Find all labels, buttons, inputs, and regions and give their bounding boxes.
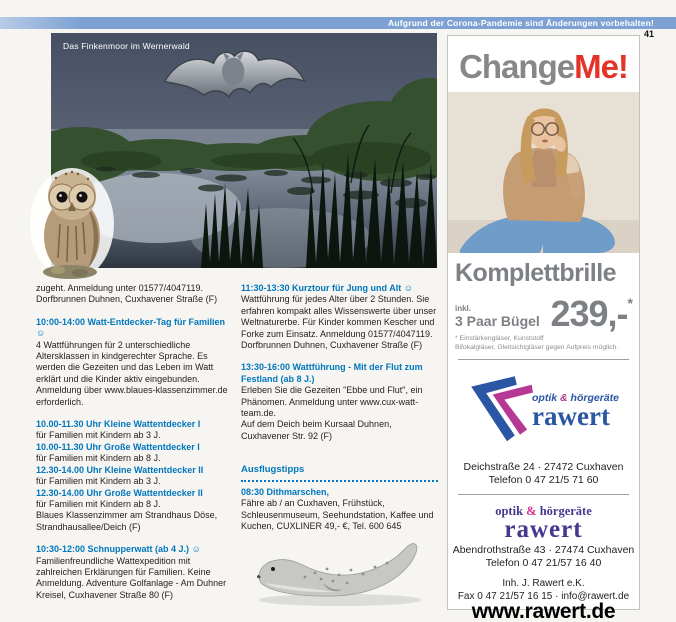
schedule-detail: für Familien mit Kindern ab 3 J. — [36, 430, 161, 441]
store2-address: Abendrothstraße 43 · 27474 Cuxhaven Telefon 0 47 21/57 16 40 — [452, 544, 635, 569]
tip-body: Fähre ab / an Cuxhaven, Frühstück, Schleusenmuseum, Seehundstation, Kaffee und Kuchen, CUXLINER 49,- €, Tel. 600 645 — [241, 498, 434, 531]
offer-price: 239,-* — [550, 293, 632, 334]
store2-name: rawert — [504, 516, 583, 543]
middle-text-column — [241, 283, 438, 532]
smiley-icon: ☺ — [191, 544, 201, 555]
ad-divider — [458, 494, 629, 495]
ad-divider — [458, 359, 629, 360]
offer-block — [448, 260, 639, 352]
store2-tagline: optik & hörgeräte — [495, 504, 592, 518]
smiley-icon: ☺ — [36, 328, 46, 339]
offer-title: Komplettbrille — [455, 259, 617, 287]
schedule-detail: für Familien mit Kindern ab 3 J. — [36, 476, 161, 487]
intro-line: zugeht. Anmeldung unter 01577/4047119. — [36, 283, 203, 293]
corona-notice-text: Aufgrund der Corona-Pandemie sind Änderungen vorbehalten! — [388, 18, 654, 28]
schedule-title: 10.00-11.30 Uhr Kleine Wattentdecker I — [36, 419, 201, 430]
offer-note: * Einstärkengläser, Kunststoff Bifokalgläser, Gleitsichtgläser gegen Aufpreis möglich. — [455, 335, 619, 351]
store1-tagline: optik & hörgeräte — [532, 392, 619, 404]
schedule-location: Blaues Klassenzimmer am Strandhaus Döse, Strandhausallee/Deich (F) — [36, 510, 218, 532]
smiley-icon: ☺ — [403, 283, 413, 293]
schedule-detail: für Familien mit Kindern ab 8 J. — [36, 453, 161, 464]
owl-image — [28, 162, 120, 280]
ampersand: & — [560, 392, 568, 404]
rawert-logo — [448, 366, 639, 458]
tips-header: Ausflugstipps — [241, 464, 305, 476]
event-body: Wattführung für jedes Alter über 2 Stunden. Sie erfahren kompakt alles Wissenswerte über unser Weltnaturerbe. Für Kinder kommen Kescher und Forke zum Einsatz. Anmeldung 01577/4047119. Dorfbrunnen Duhnen, Cuxhavener Straße (F) — [241, 294, 437, 351]
event-heading: 11:30-13:30 Kurztour für Jung und Alt ☺ — [241, 283, 413, 293]
ad-footer — [448, 578, 639, 622]
ad-headline-change: Change — [459, 48, 575, 85]
store1-address: Deichstraße 24 · 27472 Cuxhaven Telefon 0 47 21/5 71 60 — [463, 461, 624, 486]
event-heading: 13:30-16:00 Wattführung - Mit der Flut zum Festland (ab 8 J.) — [241, 362, 423, 384]
offer-subtitle: 3 Paar Bügel — [455, 313, 540, 329]
photo-caption: Das Finkenmoor im Wernerwald — [63, 41, 190, 51]
event-body: Erleben Sie die Gezeiten "Ebbe und Flut", ein Phänomen. Anmeldung unter www.cux-watt-team.de. — [241, 385, 423, 419]
event-heading: 10:30-12:00 Schnupperwatt (ab 4 J.) ☺ — [36, 544, 201, 555]
dotted-divider — [241, 478, 438, 482]
advertisement — [447, 35, 640, 622]
offer-incl: inkl. — [455, 304, 472, 313]
rawert-logo-2 — [448, 504, 639, 541]
schedule-title: 12.30-14.00 Uhr Kleine Wattentdecker II — [36, 464, 204, 475]
store1-name: rawert — [532, 401, 610, 431]
price-asterisk: * — [627, 295, 632, 311]
page-number: 41 — [644, 29, 655, 39]
event-location: Auf dem Deich beim Kursaal Duhnen, Cuxhavener Str. 92 (F) — [241, 419, 392, 441]
fax-line: Fax 0 47 21/57 16 15 · info@rawert.de — [457, 590, 630, 602]
ampersand: & — [526, 504, 537, 518]
event-body: 4 Wattführungen für 2 unterschiedliche Altersklassen in kindgerechter Sprache. Es werden die Gezeiten und das Leben im Watt erklärt und die Kinder aktiv eingebunden. Anmeldung über www.blaues-klassenzimmer.de erforderlich. — [36, 339, 228, 407]
corona-notice-banner — [0, 17, 676, 29]
seal-image — [245, 531, 437, 609]
owner-line: Inh. J. Rawert e.K. — [502, 578, 585, 589]
website-url: www.rawert.de — [471, 600, 616, 622]
woman-with-glasses-photo — [448, 92, 639, 253]
event-heading: 10:00-14:00 Watt-Entdecker-Tag für Familien ☺ — [36, 316, 226, 339]
schedule-detail: für Familien mit Kindern ab 8 J. — [36, 498, 161, 509]
schedule-title: 12.30-14.00 Uhr Große Wattentdecker II — [36, 487, 203, 498]
event-body: Familienfreundliche Wattexpedition mit zahlreichen Erklärungen für Familien. Keine Anmeldung. Adventure Golfanlage - Am Duhner Kreisel, Cuxhavener Straße 80 (F) — [36, 555, 227, 600]
tip-title: 08:30 Dithmarschen, — [241, 486, 330, 497]
intro-line: Dorfbrunnen Duhnen, Cuxhavener Straße (F) — [36, 294, 218, 305]
ad-headline-me: Me! — [574, 48, 628, 85]
ad-headline — [448, 50, 639, 84]
schedule-title: 10.00-11.30 Uhr Große Wattentdecker I — [36, 441, 200, 452]
left-text-column — [36, 283, 236, 601]
